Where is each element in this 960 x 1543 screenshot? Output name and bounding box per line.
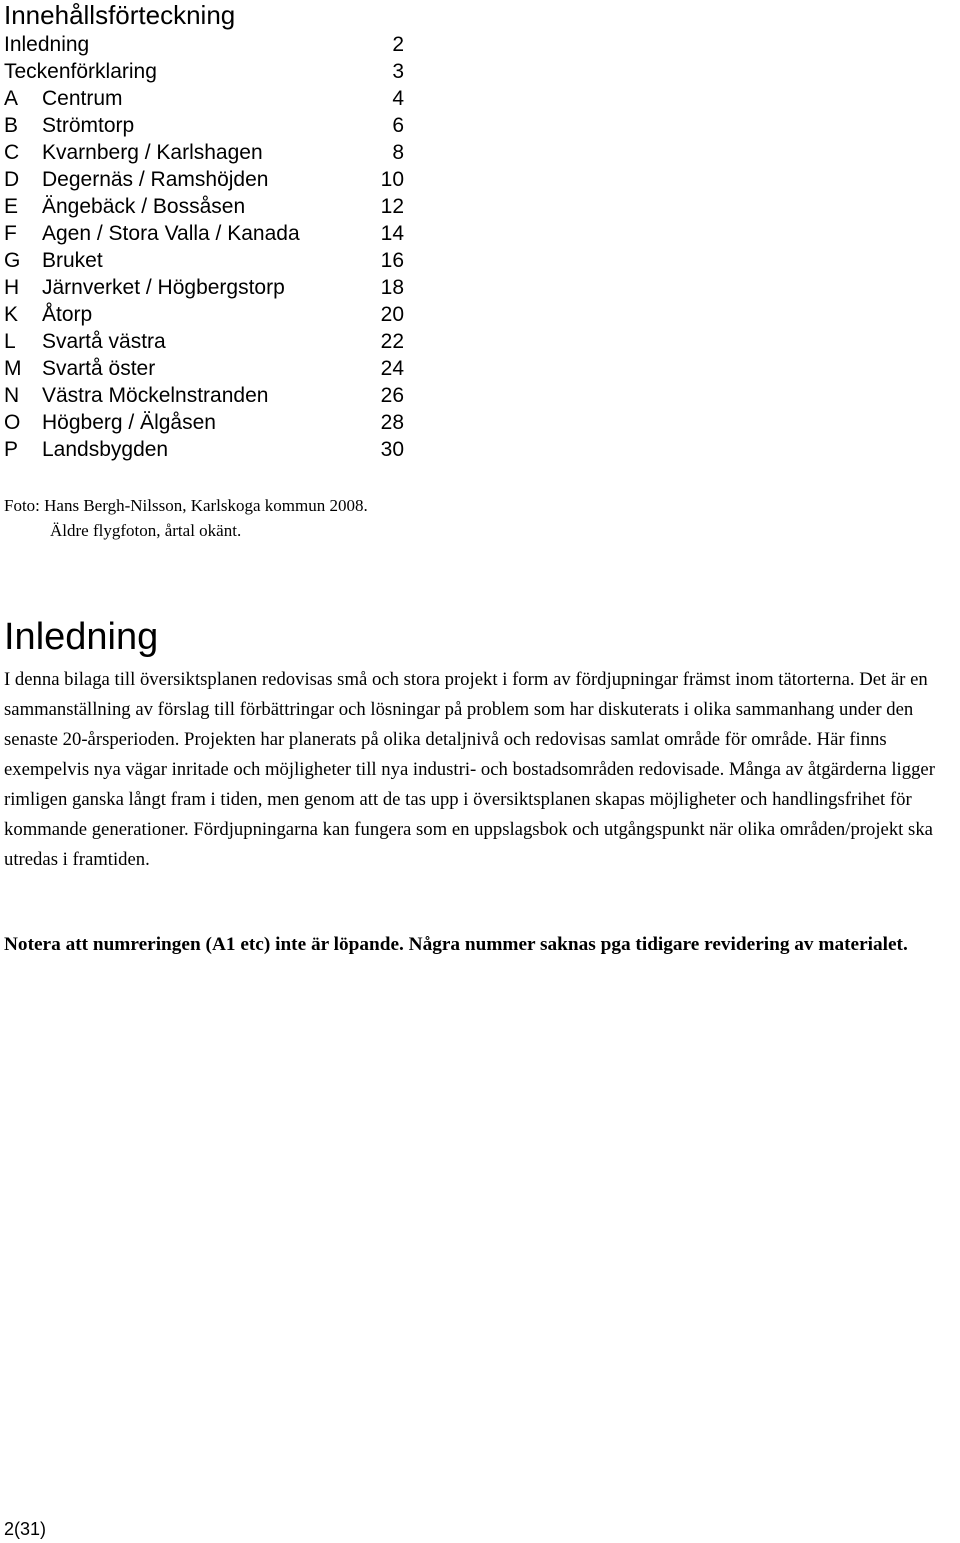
toc-entry-title: Centrum xyxy=(42,87,123,110)
toc-entry-code: B xyxy=(4,114,19,137)
toc-entry[interactable] xyxy=(4,247,404,274)
toc-entry-code: P xyxy=(4,438,19,461)
toc-entry-title: Svartå västra xyxy=(42,330,166,353)
toc-entry-page: 30 xyxy=(380,438,404,461)
toc-entry-title: Kvarnberg / Karlshagen xyxy=(42,141,263,164)
toc-entry[interactable] xyxy=(4,112,404,139)
toc-entry-title: Degernäs / Ramshöjden xyxy=(42,168,269,191)
toc-entry[interactable] xyxy=(4,301,404,328)
toc-entry-code: L xyxy=(4,330,16,353)
toc-entry-code: A xyxy=(4,87,19,110)
section-heading-inledning: Inledning xyxy=(4,616,159,658)
toc-entry-page: 10 xyxy=(380,168,404,191)
toc-entry-code: D xyxy=(4,168,20,191)
photo-credit xyxy=(4,493,368,543)
toc-entry[interactable] xyxy=(4,166,404,193)
toc-entry-title: Inledning xyxy=(4,33,90,56)
toc-entry[interactable] xyxy=(4,355,404,382)
toc-entry[interactable] xyxy=(4,139,404,166)
toc-entry-page: 26 xyxy=(380,384,404,407)
toc-entry-page: 16 xyxy=(380,249,404,272)
toc-list xyxy=(4,31,404,463)
toc-entry-page: 18 xyxy=(380,276,404,299)
photo-credit-line: Äldre flygfoton, årtal okänt. xyxy=(50,521,242,540)
toc-entry-title: Bruket xyxy=(42,249,103,272)
toc-entry-code: G xyxy=(4,249,21,272)
toc-entry-page: 12 xyxy=(380,195,404,218)
toc-entry[interactable] xyxy=(4,328,404,355)
toc-entry-title: Strömtorp xyxy=(42,114,135,137)
toc-entry-page: 2 xyxy=(392,33,404,56)
toc-entry-code: F xyxy=(4,222,17,245)
toc-entry-code: O xyxy=(4,411,21,434)
toc-entry-page: 22 xyxy=(380,330,404,353)
toc-entry-page: 14 xyxy=(380,222,404,245)
toc-entry-code: N xyxy=(4,384,20,407)
toc-entry-page: 8 xyxy=(392,141,404,164)
toc-entry-page: 28 xyxy=(380,411,404,434)
toc-entry-code: C xyxy=(4,141,20,164)
toc-entry[interactable] xyxy=(4,58,404,85)
toc-entry[interactable] xyxy=(4,436,404,463)
page-number: 2(31) xyxy=(4,1519,47,1539)
toc-entry[interactable] xyxy=(4,193,404,220)
toc-entry-code: H xyxy=(4,276,20,299)
toc-entry-title: Ängebäck / Bossåsen xyxy=(42,195,246,218)
toc-entry-title: Åtorp xyxy=(42,303,93,326)
toc-entry[interactable] xyxy=(4,85,404,112)
toc-entry-page: 4 xyxy=(392,87,404,110)
toc-entry-title: Teckenförklaring xyxy=(4,60,157,83)
toc-entry-title: Agen / Stora Valla / Kanada xyxy=(42,222,300,245)
toc-entry-code: M xyxy=(4,357,22,380)
toc-entry-page: 6 xyxy=(392,114,404,137)
toc-entry-code: E xyxy=(4,195,19,218)
toc-heading: Innehållsförteckning xyxy=(4,0,236,30)
photo-credit-line: Foto: Hans Bergh-Nilsson, Karlskoga kommun 2008. xyxy=(4,496,368,515)
toc-entry[interactable] xyxy=(4,409,404,436)
toc-entry-page: 3 xyxy=(392,60,404,83)
toc-entry-title: Svartå öster xyxy=(42,357,156,380)
toc-entry-page: 24 xyxy=(380,357,404,380)
toc-entry[interactable] xyxy=(4,31,404,58)
toc-entry[interactable] xyxy=(4,274,404,301)
toc-entry-title: Västra Möckelnstranden xyxy=(42,384,269,407)
toc-entry-title: Järnverket / Högbergstorp xyxy=(42,276,285,299)
toc-entry-page: 20 xyxy=(380,303,404,326)
toc-entry[interactable] xyxy=(4,220,404,247)
toc-entry[interactable] xyxy=(4,382,404,409)
numbering-note: Notera att numreringen (A1 etc) inte är löpande. Några nummer saknas pga tidigare revidering av materialet. xyxy=(4,934,908,955)
toc-entry-title: Högberg / Älgåsen xyxy=(42,411,216,434)
intro-paragraph: I denna bilaga till översiktsplanen redovisas små och stora projekt i form av fördjupningar främst inom tätorterna. Det är en sammanställning av förslag till förbättringar och lösningar på problem som har diskuterats i olika sammanhang under den senaste 20-årsperioden. Projekten har planerats på olika detaljnivå och redovisas samlat område för område. Här finns exempelvis nya vägar inritade och möjligheter till nya industri- och bostadsområden redovisade. Många av åtgärderna ligger rimligen ganska långt fram i tiden, men genom att de tas upp i översiktsplanen skapas möjligheter och handlingsfrihet för kommande generationer. Fördjupningarna kan fungera som en uppslagsbok och utgångspunkt när olika områden/projekt ska utredas i framtiden. xyxy=(4,669,935,870)
toc-entry-code: K xyxy=(4,303,19,326)
toc-entry-title: Landsbygden xyxy=(42,438,169,461)
